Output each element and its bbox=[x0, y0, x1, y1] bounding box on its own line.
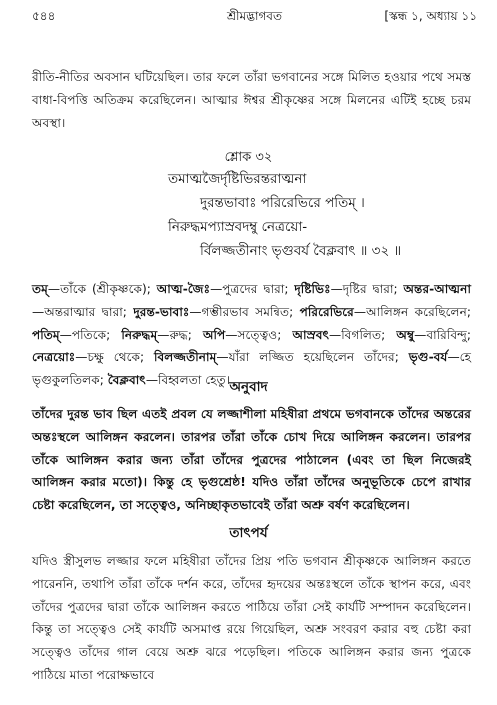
synonym-meaning: —দৃষ্টির দ্বারা; bbox=[330, 282, 404, 296]
synonym-word: নেত্রয়োঃ bbox=[32, 350, 76, 365]
synonym-meaning: —চক্ষু থেকে; bbox=[75, 350, 155, 365]
chapter-reference: [স্কন্ধ ১, অধ্যায় ১১ bbox=[384, 9, 477, 23]
synonyms-paragraph bbox=[32, 278, 471, 392]
synonym-word: অন্তর-আত্মনা bbox=[403, 282, 471, 296]
translation-heading: অনুবাদ bbox=[229, 379, 268, 395]
synonym-meaning: —তাঁকে (শ্রীকৃষ্ণকে); bbox=[47, 282, 157, 296]
synonym-word: অম্বু bbox=[396, 327, 415, 342]
verse-line-3: নিরুদ্ধমপ্যাস্রবদম্বু নেত্রয়ো- bbox=[168, 219, 308, 235]
synonym-word: তম্ bbox=[32, 282, 48, 296]
synonym-meaning: —গম্ভীরভাব সমন্বিত; bbox=[189, 304, 300, 319]
page-header bbox=[32, 8, 477, 26]
purport-heading: তাৎপর্য bbox=[229, 525, 268, 541]
synonym-meaning: —সত্ত্বেও; bbox=[225, 327, 293, 342]
page-number: ৫৪৪ bbox=[32, 9, 56, 23]
synonym-word: আস্রবৎ bbox=[292, 327, 329, 342]
synonym-word: অপি bbox=[202, 327, 226, 342]
synonym-word: পরিরেভিরে bbox=[299, 304, 354, 319]
synonym-word: আত্ম-জৈঃ bbox=[156, 282, 211, 296]
synonym-meaning: —অন্তরাত্মার দ্বারা; bbox=[32, 304, 134, 319]
synonym-word: বৈক্লবাৎ bbox=[107, 373, 146, 388]
synonym-word: নিরুদ্ধম্ bbox=[121, 327, 158, 342]
synonym-meaning: —যাঁরা লজ্জিত হয়েছিলেন তাঁদের; bbox=[216, 350, 409, 365]
synonym-word: বিলজ্জতীনাম্ bbox=[154, 350, 217, 365]
verse-title: শ্লোক ৩২ bbox=[224, 150, 273, 165]
synonym-word: ভৃগু-বর্য bbox=[408, 350, 448, 365]
synonym-meaning: —বিগলিত; bbox=[329, 327, 397, 342]
synonym-meaning: —হে ভৃগুকুলতিলক; bbox=[32, 350, 471, 388]
synonym-word: পতিম্ bbox=[32, 327, 60, 342]
verse-line-2: দুরন্তভাবাঃ পরিরেভিরে পতিম্ । bbox=[200, 195, 365, 211]
translation-paragraph: তাঁদের দুরন্ত ভাব ছিল এতই প্রবল যে লজ্জাশীলা মহিষীরা প্রথমে ভগবানকে তাঁদের অন্তরের অন্তঃস্থলে আলিঙ্গন করলেন। তারপর তাঁরা তাঁকে চোখ দিয়ে আলিঙ্গন করলেন। তারপর তাঁকে আলিঙ্গন করার জন্য তাঁরা তাঁদের পুত্রদের পাঠালেন (এবং তা ছিল নিজেরই আলিঙ্গন করার মতো)। কিন্তু হে ভৃগুশ্রেষ্ঠ! যদিও তাঁরা তাঁদের অনুভূতিকে চেপে রাখার চেষ্টা করেছিলেন, তা সত্ত্বেও, অনিচ্ছাকৃতভাবেই তাঁরা অশ্রু বর্ষণ করেছিলেন। bbox=[32, 407, 471, 513]
synonym-meaning: —বিহ্বলতা হেতু। bbox=[145, 373, 231, 388]
synonym-meaning: —আলিঙ্গন করেছিলেন; bbox=[353, 304, 472, 319]
synonym-word: দৃষ্টিভিঃ bbox=[294, 282, 331, 296]
book-title: শ্রীমদ্ভাগবত bbox=[226, 9, 282, 23]
synonym-meaning: —রুদ্ধ; bbox=[157, 327, 203, 342]
synonym-meaning: —বারিবিন্দু; bbox=[414, 327, 471, 342]
verse-line-4: র্বিলজ্জতীনাং ভৃগুবর্য বৈক্লবাৎ ॥ ৩২ ॥ bbox=[200, 243, 402, 259]
purport-paragraph: যদিও স্ত্রীসুলভ লজ্জার ফলে মহিষীরা তাঁদের প্রিয় পতি ভগবান শ্রীকৃষ্ণকে আলিঙ্গন করতে পারেননি, তথাপি তাঁরা তাঁকে দর্শন করে, তাঁদের হৃদয়ের অন্তঃস্থলে তাঁকে স্থাপন করে, এবং তাঁদের পুত্রদের দ্বারা তাঁকে আলিঙ্গন করতে পাঠিয়ে তাঁরা সেই কার্যটি সম্পাদন করেছিলেন। কিন্তু তা সত্ত্বেও সেই কার্যটি অসমাপ্ত রয়ে গিয়েছিল, অশ্রু সংবরণ করার বহু চেষ্টা করা সত্ত্বেও তাঁদের গাল বেয়ে অশ্রু ঝরে পড়েছিল। পতিকে আলিঙ্গন করার জন্য পুত্রকে পাঠিয়ে মাতা পরোক্ষভাবে bbox=[32, 554, 471, 682]
verse-line-1: তমাত্মজৈর্দৃষ্টিভিরন্তরাত্মনা bbox=[168, 171, 307, 187]
synonym-word: দুরন্ত-ভাবাঃ bbox=[133, 304, 190, 319]
synonym-meaning: —পুত্রদের দ্বারা; bbox=[210, 282, 295, 296]
synonym-meaning: —পতিকে; bbox=[59, 327, 122, 342]
intro-paragraph: রীতি-নীতির অবসান ঘটিয়েছিল। তার ফলে তাঁরা ভগবানের সঙ্গে মিলিত হওয়ার পথে সমস্ত বাধা-বিপত্তি অতিক্রম করেছিলেন। আত্মার ঈশ্বর শ্রীকৃষ্ণের সঙ্গে মিলনের এটিই হচ্ছে চরম অবস্থা। bbox=[32, 70, 471, 130]
